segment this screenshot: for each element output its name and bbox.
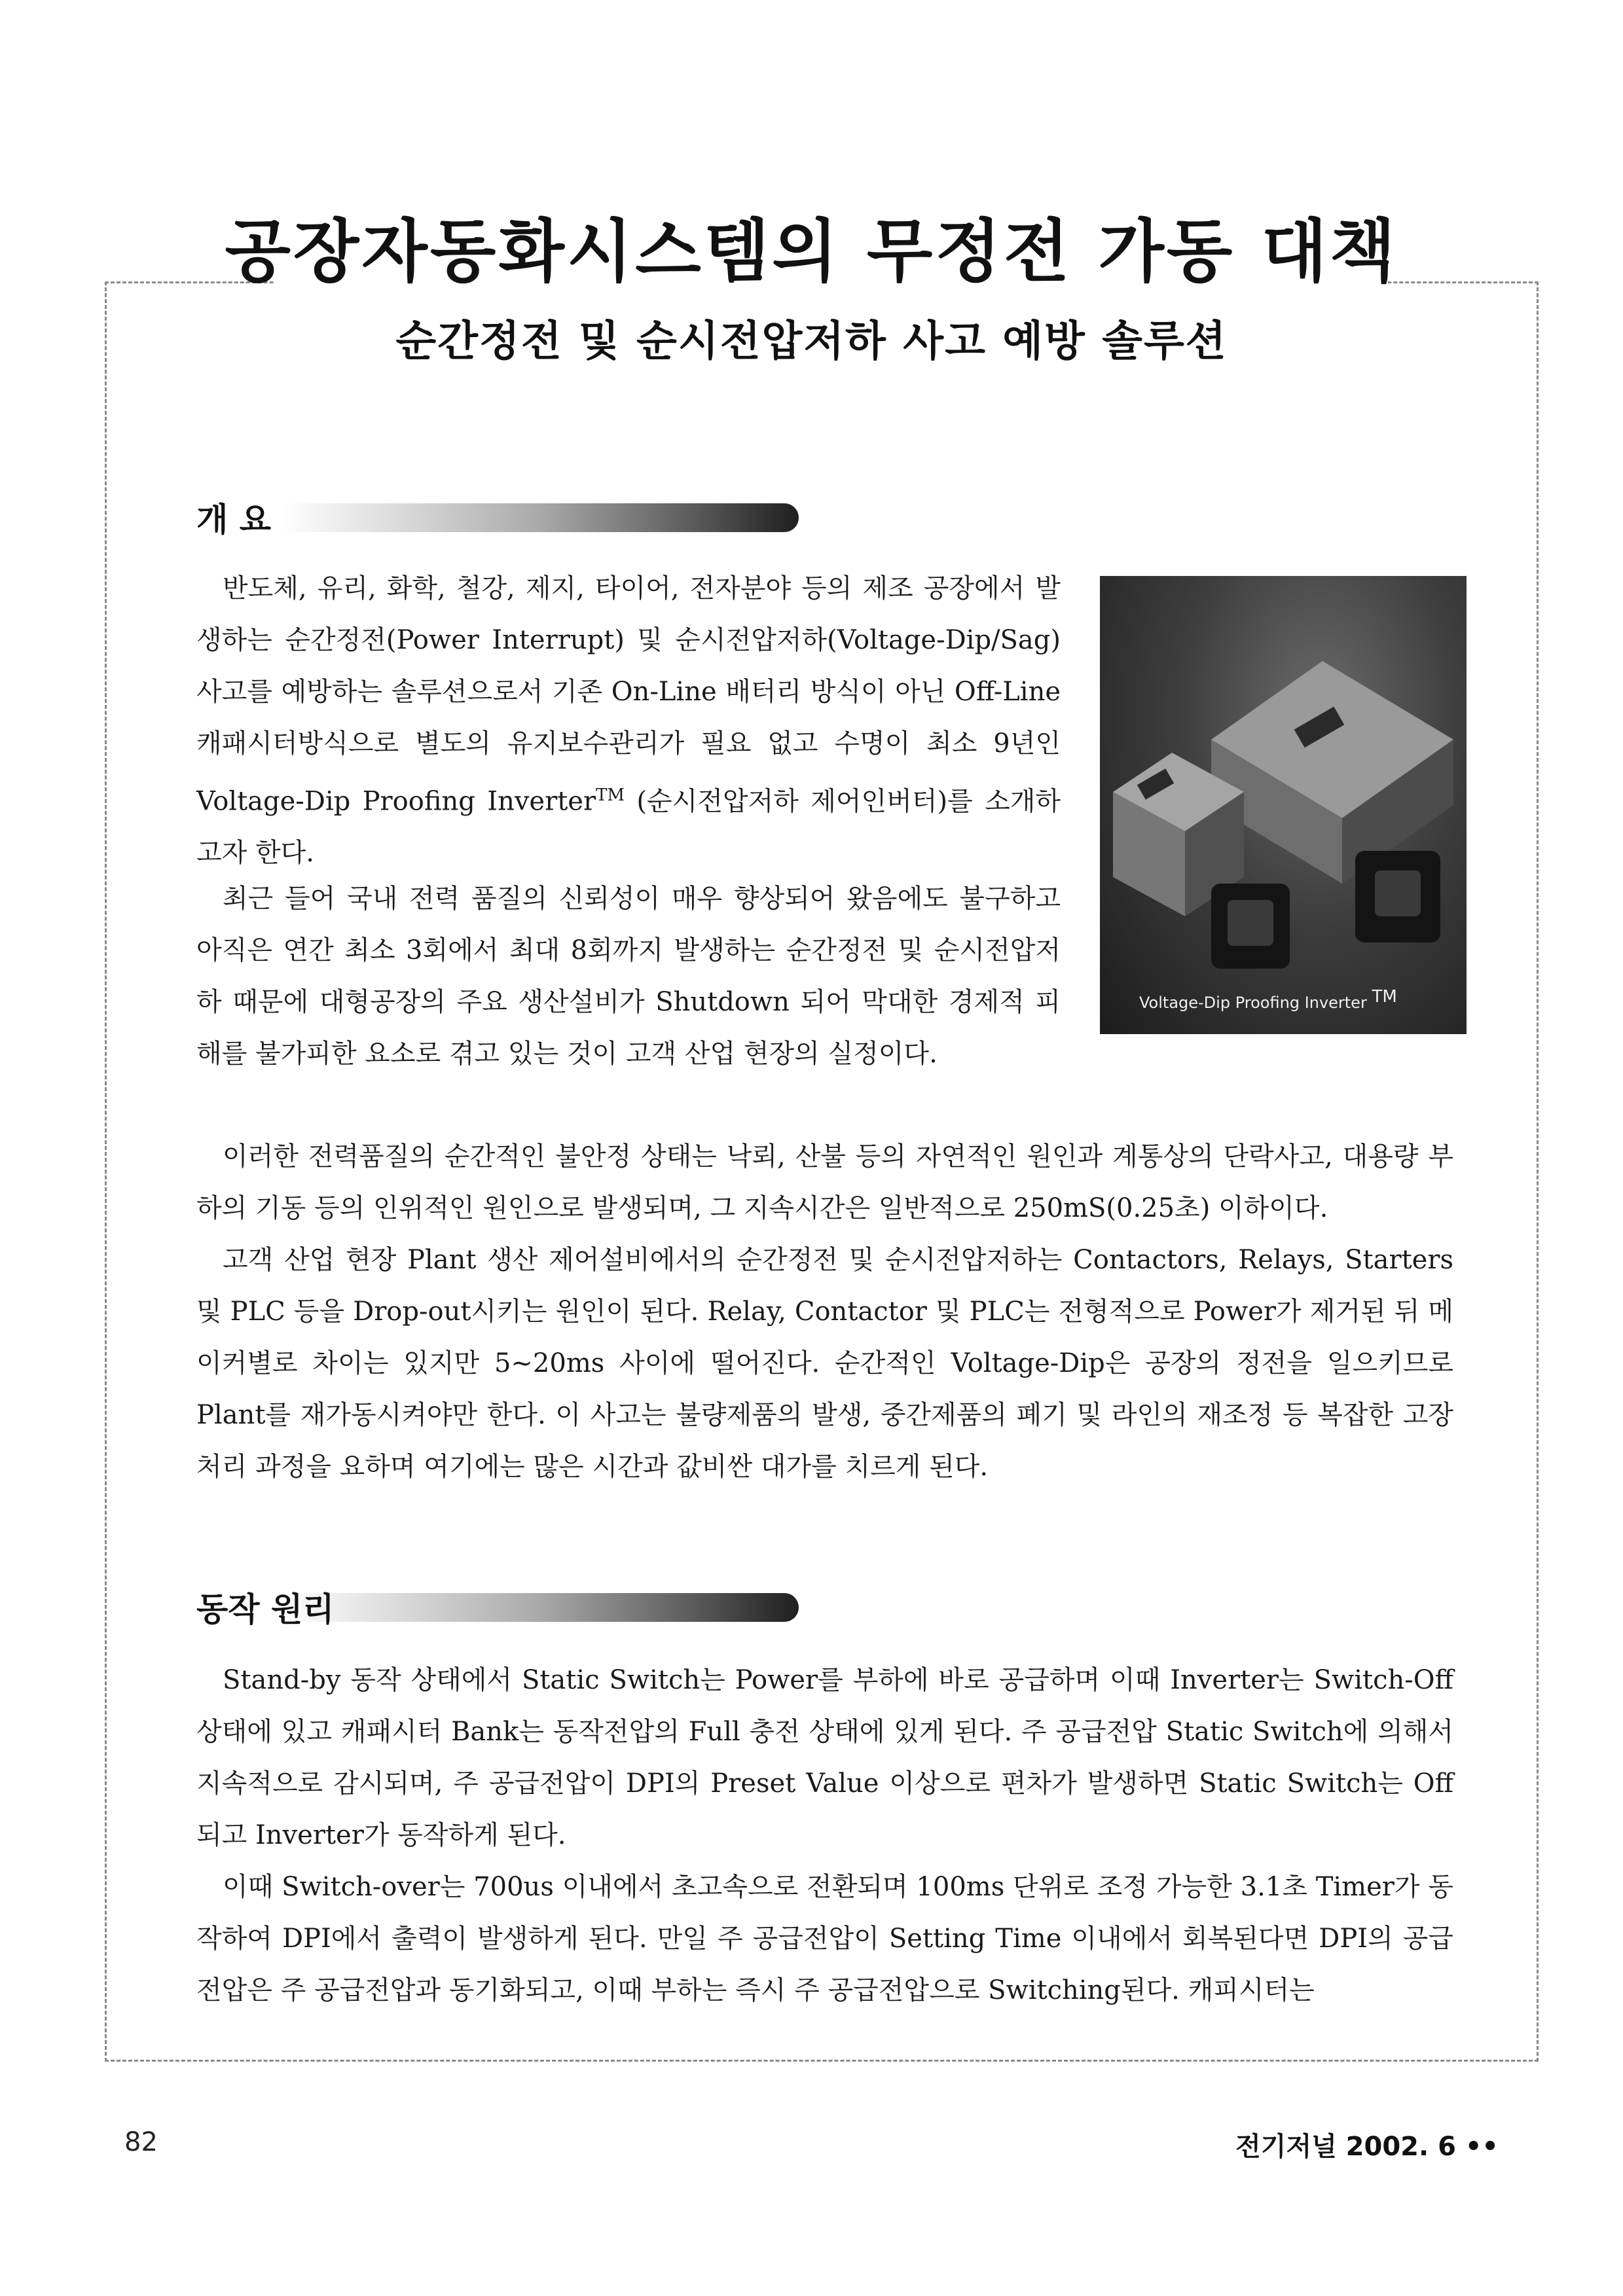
photo-caption: [1139, 987, 1397, 1012]
page-number: 82: [124, 2127, 158, 2157]
overview-paragraph-3: 이러한 전력품질의 순간적인 불안정 상태는 낙뢰, 산불 등의 자연적인 원인과 계통상의 단락사고, 대용량 부하의 기동 등의 인위적인 원인으로 발생되며, 그 지속시간은 일반적으로 250mS(0.25초) 이하이다.: [196, 1141, 1453, 1223]
section-heading-principle: [196, 1584, 342, 1630]
principle-paragraph-1: Stand-by 동작 상태에서 Static Switch는 Power를 부하에 바로 공급하며 이때 Inverter는 Switch-Off 상태에 있고 캐패시터 Bank는 동작전압의 Full 충전 상태에 있게 된다. 주 공급전압 Static Switch에 의해서 지속적으로 감시되며, 주 공급전압이 DPI의 Preset Value 이상으로 편차가 발생하면 Static Switch는 Off되고 Inverter가 동작하게 된다.: [196, 1665, 1453, 1850]
journal-footer: 전기저널 2002. 6 ••: [1235, 2132, 1499, 2162]
section-heading-overview: [196, 494, 279, 540]
product-photo: [1100, 576, 1467, 1034]
article-title: 공장자동화시스템의 무정전 가동 대책: [225, 211, 1398, 291]
principle-paragraph-2: 이때 Switch-over는 700us 이내에서 초고속으로 전환되며 100ms 단위로 조정 가능한 3.1초 Timer가 동작하여 DPI에서 출력이 발생하게 된다. 만일 주 공급전압이 Setting Time 이내에서 회복된다면 DPI의 공급전압은 주 공급전압과 동기화되고, 이때 부하는 즉시 주 공급전압으로 Switching된다. 캐피시터는: [196, 1872, 1453, 2005]
inverter-illustration: [1100, 576, 1467, 1034]
overview-p1-tail: (순시전압저하 제어인버터)를 소개하고자 한다.: [196, 786, 1061, 869]
overview-paragraph-1: [196, 563, 1061, 879]
section-heading-label: 동작 원리: [196, 1590, 335, 1628]
trademark-mark: TM: [596, 785, 625, 805]
overview-paragraph-4: 고객 산업 현장 Plant 생산 제어설비에서의 순간정전 및 순시전압저하는 Contactors, Relays, Starters 및 PLC 등을 Drop-out시키는 원인이 된다. Relay, Contactor 및 PLC는 전형적으로 Power가 제거된 뒤 메이커별로 차이는 있지만 5~20ms 사이에 떨어진다. 순간적인 Voltage-Dip은 공장의 정전을 일으키므로 Plant를 재가동시켜야만 한다. 이 사고는 불량제품의 발생, 중간제품의 폐기 및 라인의 재조정 등 복잡한 고장처리 과정을 요하며 여기에는 많은 시간과 값비싼 대가를 치르게 된다.: [196, 1245, 1453, 1482]
overview-paragraph-2: 최근 들어 국내 전력 품질의 신뢰성이 매우 향상되어 왔음에도 불구하고 아직은 연간 최소 3회에서 최대 8회까지 발생하는 순간정전 및 순시전압저하 때문에 대형공장의 주요 생산설비가 Shutdown 되어 막대한 경제적 피해를 불가피한 요소로 겪고 있는 것이 고객 산업 현장의 실정이다.: [196, 884, 1061, 1069]
section-heading-bar: [282, 1593, 799, 1622]
overview-p1-text: 반도체, 유리, 화학, 철강, 제지, 타이어, 전자분야 등의 제조 공장에서 발생하는 순간정전(Power Interrupt) 및 순시전압저하(Voltage-Dip/Sag) 사고를 예방하는 솔루션으로서 기존 On-Line 배터리 방식이 아닌 Off-Line 캐패시터방식으로 별도의 유지보수관리가 필요 없고 수명이 최소 9년인 Voltage-Dip Proofing Inverter: [196, 573, 1061, 817]
section-heading-label: 개 요: [196, 501, 272, 539]
photo-caption-tm: TM: [1372, 987, 1397, 1007]
section-heading-bar: [282, 503, 799, 532]
article-subtitle: 순간정전 및 순시전압저하 사고 예방 솔루션: [395, 317, 1228, 366]
photo-caption-text: Voltage-Dip Proofing Inverter: [1139, 994, 1367, 1012]
